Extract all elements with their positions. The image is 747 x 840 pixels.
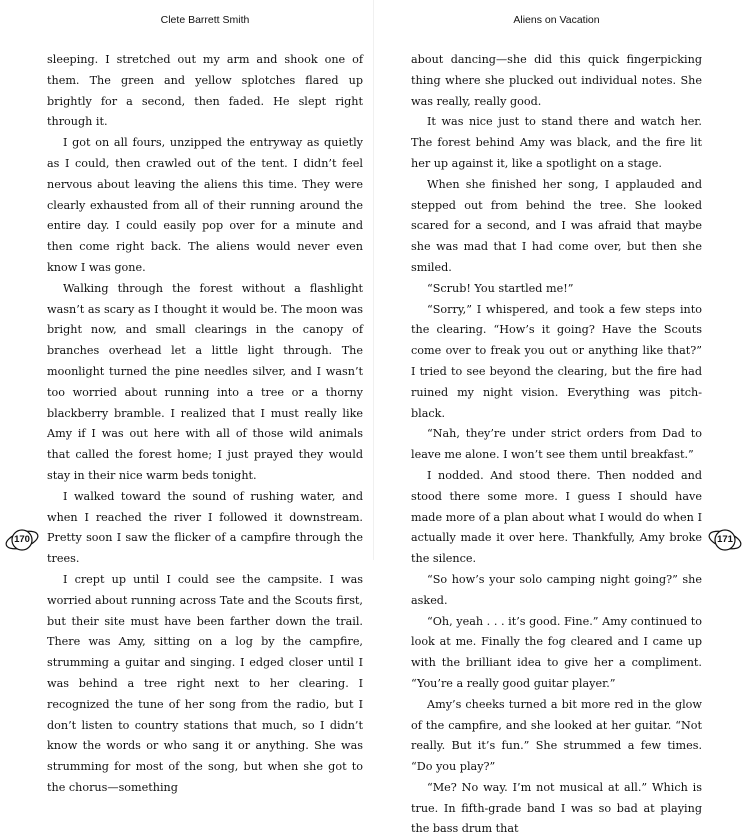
paragraph: I walked toward the sound of rushing water, and when I reached the river I followed it downstream. Pretty soon I saw the flicker of a campfire through the trees. (47, 489, 363, 566)
paragraph: “Sorry,” I whispered, and took a few steps into the clearing. “How’s it going? Have the Scouts come over to freak you out or anything like that?” I tried to see beyond the clearing, but the fire had ruined my night vision. Everything was pitch-black. (411, 302, 702, 420)
left-page-text (47, 50, 363, 799)
left-page (0, 0, 373, 794)
page-number-label: 170 (14, 534, 30, 545)
paragraph: “So how’s your solo camping night going?” she asked. (411, 572, 702, 607)
paragraph: “Me? No way. I’m not musical at all.” Which is true. In fifth-grade band I was so bad at playing the bass drum that (411, 780, 702, 836)
right-page-text (411, 50, 702, 840)
page-number-label: 171 (717, 534, 733, 545)
right-page (374, 0, 747, 836)
left-page-number (4, 527, 40, 553)
right-page-number (707, 527, 743, 553)
paragraph: “Oh, yeah . . . it’s good. Fine.” Amy continued to look at me. Finally the fog cleared and I came up with the brilliant idea to give her a compliment. “You’re a really good guitar player.” (411, 614, 702, 690)
paragraph: “Nah, they’re under strict orders from Dad to leave me alone. I won’t see them until breakfast.” (411, 427, 702, 462)
paragraph: I got on all fours, unzipped the entryway as quietly as I could, then crawled out of the tent. I didn’t feel nervous about leaving the aliens this time. They were clearly exhausted from all of their running around the entire day. I could easily pop over for a minute and then come right back. The aliens would never even know I was gone. (47, 136, 363, 274)
paragraph: about dancing—she did this quick fingerpicking thing where she plucked out individual notes. She was really, really good. (411, 53, 702, 108)
left-running-head: Clete Barrett Smith (160, 14, 250, 26)
paragraph: Amy’s cheeks turned a bit more red in the glow of the campfire, and she looked at her guitar. “Not really. But it’s fun.” She strummed a few times. “Do you play?” (411, 697, 702, 774)
paragraph: It was nice just to stand there and watch her. The forest behind Amy was black, and the fire lit her up against it, like a spotlight on a stage. (411, 115, 702, 170)
paragraph: I nodded. And stood there. Then nodded and stood there some more. I guess I should have made more of a plan about what I would do when I actually made it over here. Thankfully, Amy broke the silence. (411, 468, 702, 566)
paragraph: sleeping. I stretched out my arm and shook one of them. The green and yellow splotches flared up brightly for a second, then faded. He slept right through it. (47, 53, 363, 129)
paragraph: I crept up until I could see the campsite. I was worried about running across Tate and the Scouts first, but their site must have been farther down the trail. There was Amy, sitting on a log by the campfire, strumming a guitar and singing. I edged closer until I was behind a tree right next to her clearing. I recognized the tune of her song from the radio, but I don’t listen to country stations that much, so I didn’t know the words or who sang it or anything. She was strumming for most of the song, but when she got to the chorus—something (47, 572, 363, 794)
paragraph: “Scrub! You startled me!” (427, 281, 574, 295)
paragraph: Walking through the forest without a flashlight wasn’t as scary as I thought it would be. The moon was bright now, and small clearings in the canopy of branches overhead let a little light through. The moonlight turned the pine needles silver, and I wasn’t too worried about running into a tree or a thorny blackberry bramble. I realized that I must really like Amy if I was out here with all of those wild animals that called the forest home; I just prayed they would stay in their nice warm beds tonight. (47, 281, 363, 482)
right-running-head: Aliens on Vacation (513, 14, 600, 26)
paragraph: When she finished her song, I applauded and stepped out from behind the tree. She looked scared for a second, and I was afraid that maybe she was mad that I had come over, but then she smiled. (411, 177, 702, 274)
